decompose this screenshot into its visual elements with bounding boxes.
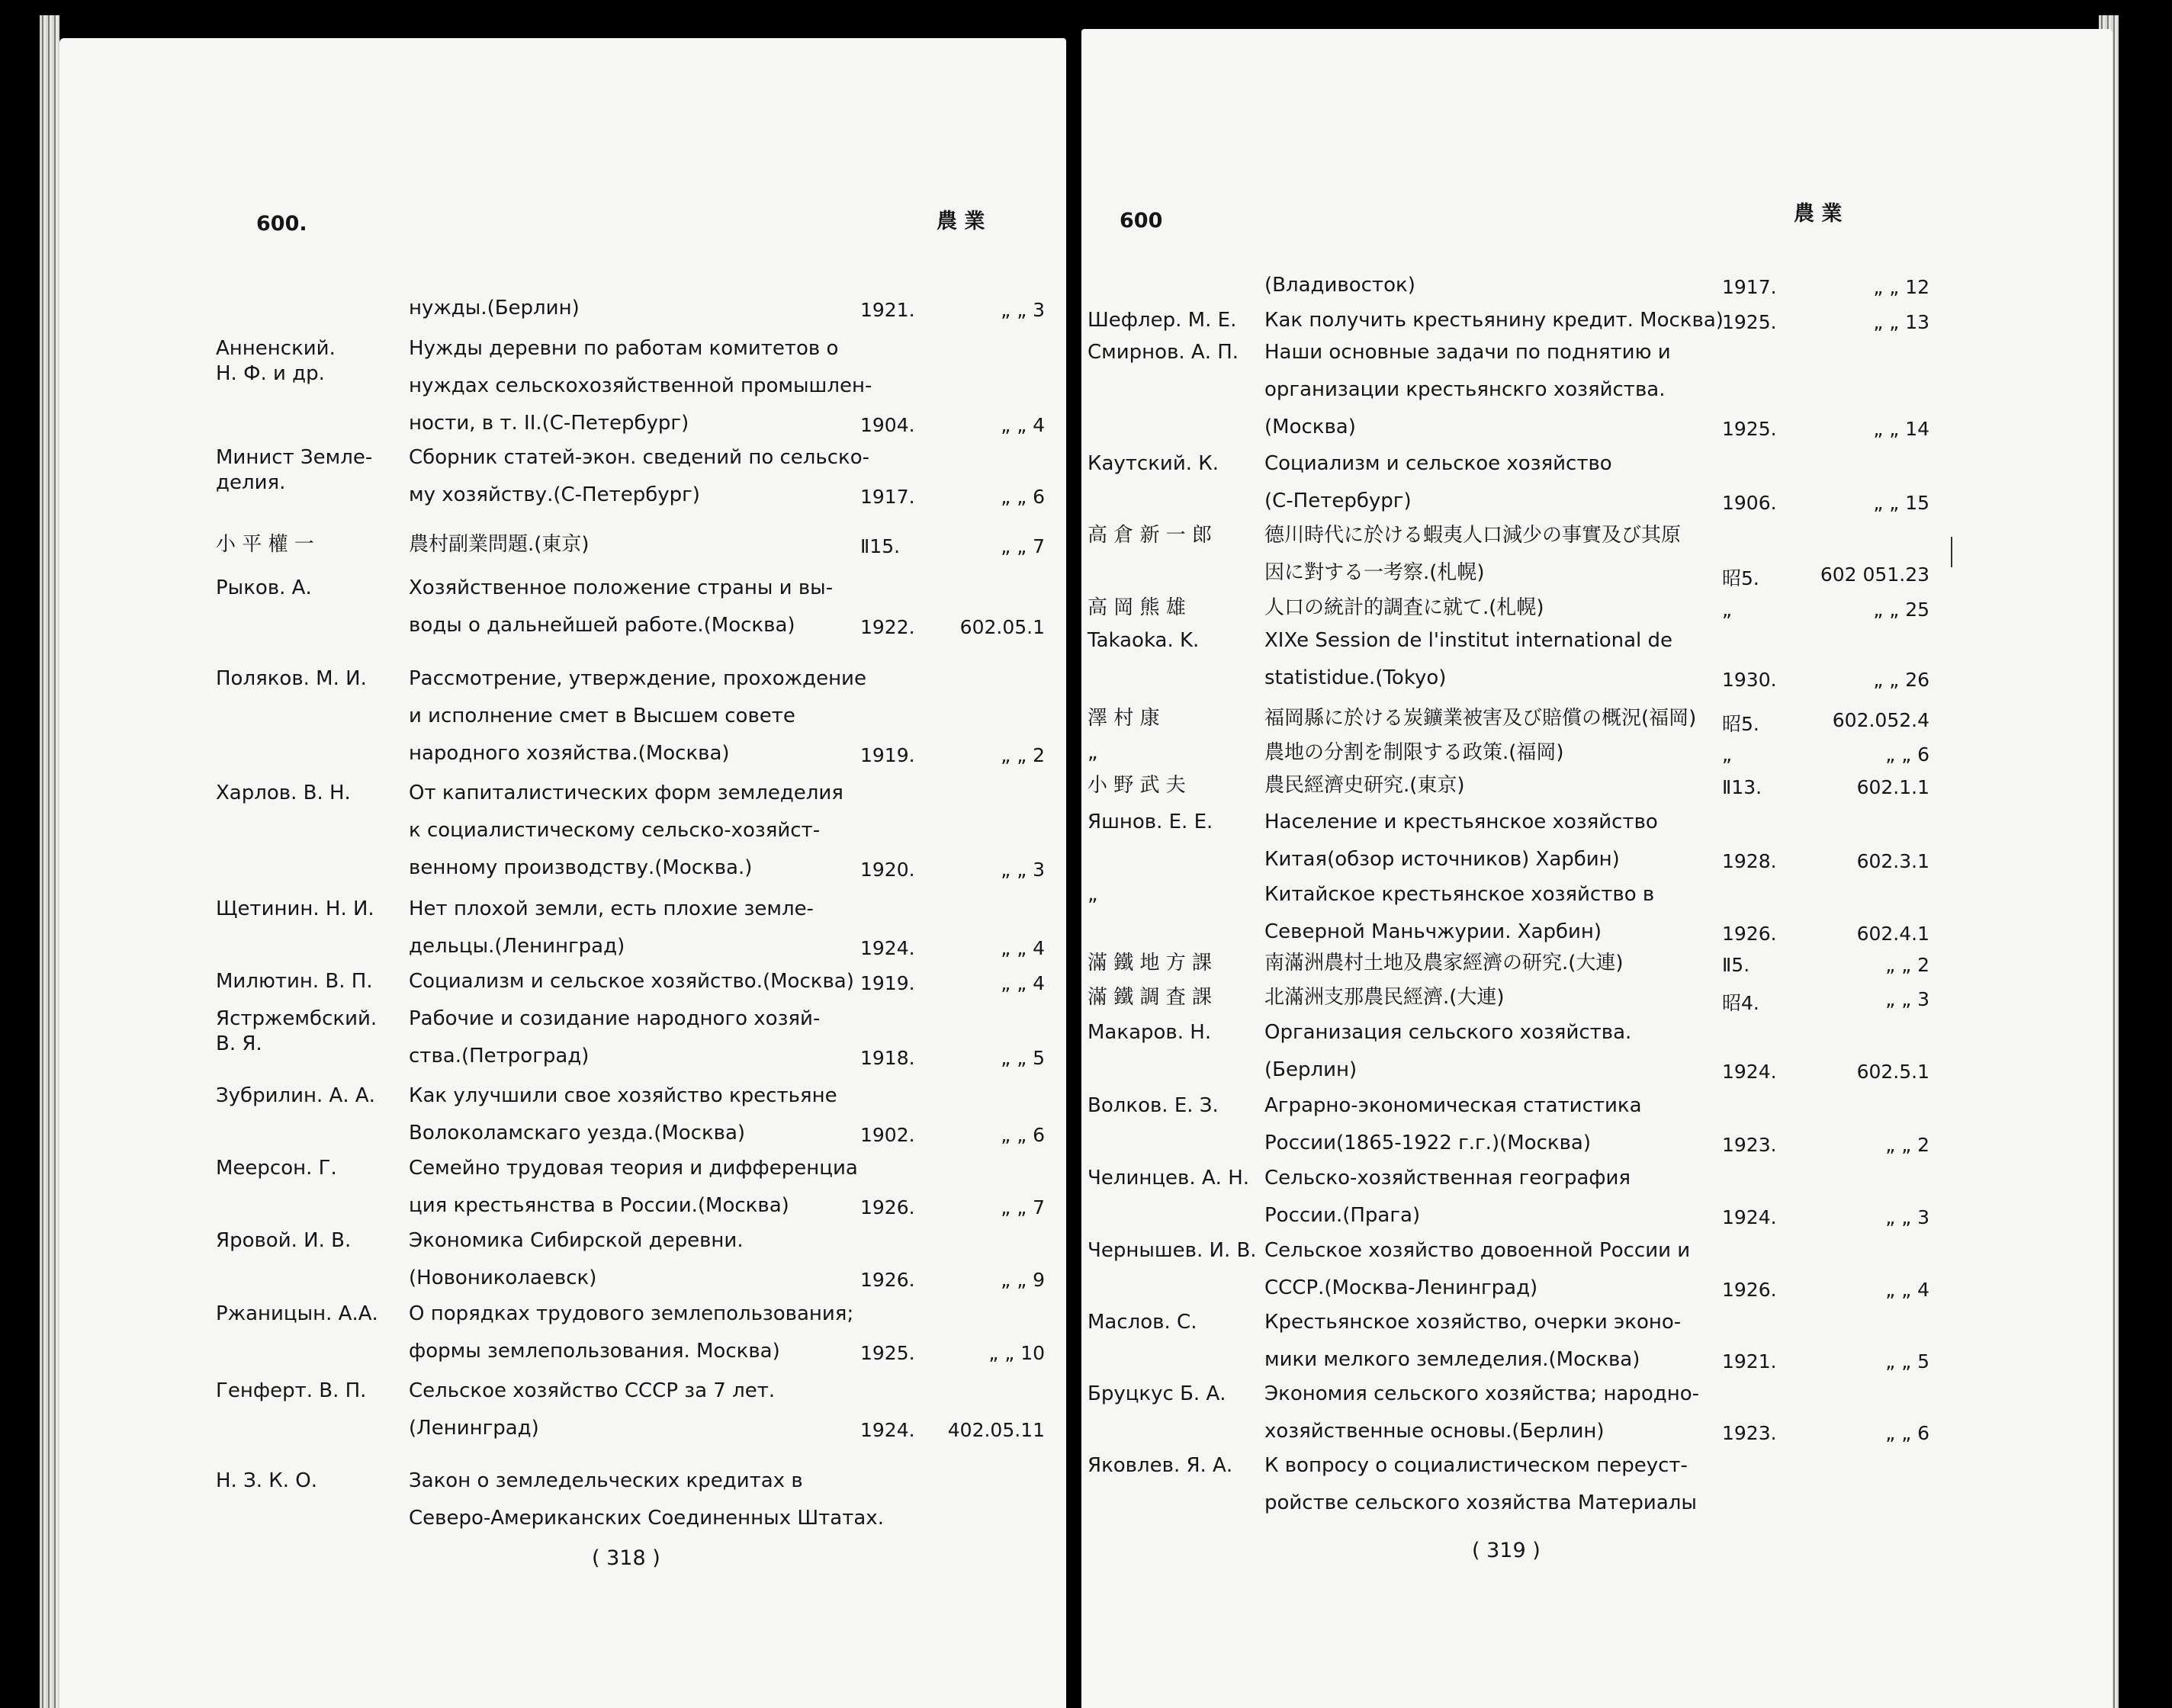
entry-year: 1906.: [1722, 492, 1777, 514]
entry-title: Сборник статей-экон. сведений по сельско- му хозяйству.(С-Петербург): [409, 446, 870, 506]
entry-author: Поляков. М. И.: [216, 667, 367, 690]
entry-year: 1918.: [860, 1047, 915, 1069]
entry-author: Каутский. К.: [1088, 452, 1219, 475]
entry-code: „ „ 6: [1885, 1422, 1929, 1444]
entry-code: „ „ 3: [1001, 299, 1045, 321]
entry-author: Волков. Е. З.: [1088, 1094, 1219, 1117]
entry-author: 小 野 武 夫: [1088, 774, 1186, 797]
entry-year: 1922.: [860, 616, 915, 638]
entry-title: XIXe Session de l'institut international de statistidue.(Tokyo): [1264, 629, 1673, 689]
entry-code: „ „ 15: [1873, 492, 1929, 514]
entry-title: 農地の分割を制限する政策.(福岡): [1264, 741, 1564, 764]
entry-year: 1904.: [860, 414, 915, 436]
entry-author: 澤 村 康: [1088, 707, 1160, 730]
entry-title: От капиталистических форм земледелия к социалистическому сельско-хозяйст- венному производству.(Москва.): [409, 782, 843, 879]
entry-code: 602.052.4: [1832, 709, 1929, 731]
entry-author: Рыков. А.: [216, 576, 312, 599]
entry-year: 昭5.: [1722, 567, 1759, 589]
entry-year: 1921.: [1722, 1350, 1777, 1372]
entry-author: Смирнов. А. П.: [1088, 341, 1239, 364]
right-page: [1081, 29, 2113, 1708]
entry-author: Макаров. Н.: [1088, 1021, 1212, 1044]
margin-mark: [1951, 537, 1952, 567]
entry-author: Яровой. И. В.: [216, 1229, 352, 1252]
entry-year: 1928.: [1722, 850, 1777, 872]
entry-author: Анненский. Н. Ф. и др.: [216, 337, 336, 385]
entry-author: Минист Земле- делия.: [216, 446, 373, 494]
entry-year: 1926.: [1722, 1279, 1777, 1301]
entry-year: 1924.: [1722, 1206, 1777, 1228]
entry-year: 1919.: [860, 744, 915, 766]
entry-year: 1924.: [860, 1419, 915, 1441]
entry-author: 滿 鐵 地 方 課: [1088, 952, 1213, 974]
entry-title: К вопросу о социалистическом переуст- ройстве сельского хозяйства Материалы: [1264, 1454, 1697, 1514]
entry-year: 1926.: [860, 1269, 915, 1291]
entry-code: „ „ 25: [1873, 599, 1929, 621]
entry-year: 1917.: [860, 486, 915, 508]
entry-year: 昭4.: [1722, 992, 1759, 1014]
entry-year: 1926.: [1722, 923, 1777, 945]
entry-code: „ „ 14: [1873, 418, 1929, 440]
entry-year: 1920.: [860, 859, 915, 881]
entry-title: Как улучшили свое хозяйство крестьяне Волоколамскаго уезда.(Москва): [409, 1084, 837, 1145]
entry-author: 滿 鐵 調 査 課: [1088, 986, 1213, 1009]
entry-code: „ „ 3: [1001, 859, 1045, 881]
entry-year: Ⅱ13.: [1722, 776, 1762, 798]
entry-author: Харлов. В. Н.: [216, 782, 351, 804]
entry-author: 高 倉 新 一 郎: [1088, 524, 1213, 547]
entry-year: 1925.: [860, 1342, 915, 1364]
entry-title: 福岡縣に於ける炭鑛業被害及び賠償の概況(福岡): [1264, 707, 1697, 730]
entry-code: „ „ 6: [1001, 1124, 1045, 1146]
entry-title: Семейно трудовая теория и дифференциа ция крестьянства в России.(Москва): [409, 1157, 858, 1217]
page-footer: ( 318 ): [592, 1546, 660, 1570]
entry-title: Сельское хозяйство СССР за 7 лет. (Ленинград): [409, 1379, 776, 1440]
entry-author: Яшнов. Е. Е.: [1088, 811, 1213, 833]
entry-title: Крестьянское хозяйство, очерки эконо- мики мелкого земледелия.(Москва): [1264, 1311, 1682, 1371]
entry-year: 1924.: [860, 937, 915, 959]
entry-code: „ „ 10: [988, 1342, 1045, 1364]
entry-code: „ „ 26: [1873, 669, 1929, 691]
entry-title: 德川時代に於ける蝦夷人口減少の事實及び其原 因に對する一考察.(札幌): [1264, 524, 1682, 584]
entry-author: Милютин. В. П.: [216, 970, 373, 993]
page-footer: ( 319 ): [1472, 1539, 1541, 1562]
entry-code: „ „ 2: [1001, 744, 1045, 766]
entry-code: „ „ 2: [1885, 1134, 1929, 1156]
entry-year: Ⅱ15.: [860, 535, 901, 557]
entry-code: „ „ 7: [1001, 1196, 1045, 1218]
entry-code: „ „ 4: [1001, 414, 1045, 436]
entry-author: Щетинин. Н. И.: [216, 897, 374, 920]
section-heading: 農 業: [937, 210, 985, 233]
entry-author: Генферт. В. П.: [216, 1379, 367, 1402]
entry-code: „ „ 3: [1885, 988, 1929, 1010]
page-number: 600.: [256, 212, 307, 236]
entry-code: „ „ 4: [1001, 937, 1045, 959]
entry-title: 南滿洲農村土地及農家經濟の研究.(大連): [1264, 952, 1624, 974]
entry-author: Н. З. К. О.: [216, 1469, 317, 1492]
entry-author: „: [1088, 883, 1098, 906]
entry-code: 402.05.11: [947, 1419, 1045, 1441]
entry-year: 1923.: [1722, 1422, 1777, 1444]
left-page-edge: [40, 15, 59, 1708]
entry-title: Закон о земледельческих кредитах в Северо-Американских Соединенных Штатах.: [409, 1469, 884, 1530]
entry-title: Рассмотрение, утверждение, прохождение и исполнение смет в Высшем совете народного хозяйства.(Москва): [409, 667, 866, 765]
entry-title: Экономика Сибирской деревни. (Новониколаевск): [409, 1229, 744, 1289]
entry-code: „ „ 9: [1001, 1269, 1045, 1291]
left-page: [59, 38, 1066, 1708]
entry-author: Чернышев. И. В.: [1088, 1239, 1257, 1262]
entry-code: „ „ 13: [1873, 311, 1929, 333]
entry-title: Нужды деревни по работам комитетов о нуждах сельскохозяйственной промышлен- ности, в т. II.(С-Петербург): [409, 337, 872, 435]
entry-title: Хозяйственное положение страны и вы- воды о дальнейшей работе.(Москва): [409, 576, 834, 637]
entry-year: 1924.: [1722, 1061, 1777, 1083]
entry-year: 1926.: [860, 1196, 915, 1218]
entry-year: 1923.: [1722, 1134, 1777, 1156]
entry-author: Бруцкус Б. А.: [1088, 1382, 1226, 1405]
entry-year: 1917.: [1722, 276, 1777, 298]
entry-title: 農村副業問題.(東京): [409, 533, 590, 556]
entry-code: 602 051.23: [1820, 563, 1929, 586]
entry-title: Сельское хозяйство довоенной России и СССР.(Москва-Ленинград): [1264, 1239, 1691, 1299]
entry-code: „ „ 7: [1001, 535, 1045, 557]
entry-year: 1902.: [860, 1124, 915, 1146]
entry-code: „ „ 4: [1001, 972, 1045, 994]
entry-year: „: [1722, 599, 1732, 621]
entry-title: Рабочие и созидание народного хозяй- ства.(Петроград): [409, 1007, 821, 1068]
entry-year: 1925.: [1722, 311, 1777, 333]
entry-title: Экономия сельского хозяйства; народно- хозяйственные основы.(Берлин): [1264, 1382, 1700, 1443]
entry-author: Маслов. С.: [1088, 1311, 1197, 1334]
entry-title: Население и крестьянское хозяйство Китая(обзор источников) Харбин): [1264, 811, 1658, 871]
entry-title: Сельско-хозяйственная география России.(Прага): [1264, 1167, 1631, 1227]
entry-title: Наши основные задачи по поднятию и организации крестьянскго хозяйства. (Москва): [1264, 341, 1671, 438]
entry-code: 602.05.1: [959, 616, 1045, 638]
entry-year: 昭5.: [1722, 713, 1759, 735]
entry-year: 1925.: [1722, 418, 1777, 440]
entry-code: 602.5.1: [1856, 1061, 1929, 1083]
entry-code: 602.4.1: [1856, 923, 1929, 945]
entry-title: Нет плохой земли, есть плохие земле- дельцы.(Ленинград): [409, 897, 814, 958]
entry-code: „ „ 12: [1873, 276, 1929, 298]
entry-code: 602.3.1: [1856, 850, 1929, 872]
entry-code: „ „ 6: [1001, 486, 1045, 508]
entry-title: Как получить крестьянину кредит. Москва): [1264, 309, 1724, 332]
entry-year: 1919.: [860, 972, 915, 994]
entry-title: Социализм и сельское хозяйство (С-Петербург): [1264, 452, 1612, 512]
entry-title: 農民經濟史研究.(東京): [1264, 774, 1465, 797]
entry-title: Аграрно-экономическая статистика России(1865-1922 г.г.)(Москва): [1264, 1094, 1642, 1154]
entry-author: Шефлер. М. Е.: [1088, 309, 1237, 332]
entry-year: „: [1722, 743, 1732, 766]
entry-title: Китайское крестьянское хозяйство в Северной Маньчжурии. Харбин): [1264, 883, 1655, 943]
entry-title: 北滿洲支那農民經濟.(大連): [1264, 986, 1505, 1009]
entry-author: Ястржембский. В. Я.: [216, 1007, 378, 1055]
entry-code: „ „ 3: [1885, 1206, 1929, 1228]
entry-code: „ „ 5: [1885, 1350, 1929, 1372]
entry-author: „: [1088, 741, 1098, 764]
entry-title: Социализм и сельское хозяйство.(Москва): [409, 970, 854, 993]
entry-title: Организация сельского хозяйства. (Берлин): [1264, 1021, 1632, 1081]
entry-author: 小 平 權 一: [216, 533, 314, 556]
entry-author: Меерсон. Г.: [216, 1157, 337, 1180]
entry-year: Ⅱ5.: [1722, 954, 1750, 976]
entry-title: 人口の統計的調査に就て.(札幌): [1264, 596, 1544, 619]
entry-code: 602.1.1: [1856, 776, 1929, 798]
entry-year: 1930.: [1722, 669, 1777, 691]
entry-author: Яковлев. Я. А.: [1088, 1454, 1233, 1477]
entry-code: „ „ 5: [1001, 1047, 1045, 1069]
entry-title: О порядках трудового землепользования; формы землепользования. Москва): [409, 1302, 854, 1363]
entry-code: „ „ 4: [1885, 1279, 1929, 1301]
entry-year: 1921.: [860, 299, 915, 321]
section-heading: 農 業: [1794, 202, 1843, 226]
entry-title: (Владивосток): [1264, 274, 1415, 297]
entry-title: нужды.(Берлин): [409, 297, 580, 319]
entry-author: Ржаницын. А.А.: [216, 1302, 378, 1325]
entry-author: 高 岡 熊 雄: [1088, 596, 1186, 619]
entry-author: Takaoka. K.: [1088, 629, 1200, 652]
entry-code: „ „ 6: [1885, 743, 1929, 766]
entry-author: Зубрилин. А. А.: [216, 1084, 375, 1107]
page-number: 600: [1120, 209, 1163, 233]
entry-author: Челинцев. А. Н.: [1088, 1167, 1250, 1190]
entry-code: „ „ 2: [1885, 954, 1929, 976]
